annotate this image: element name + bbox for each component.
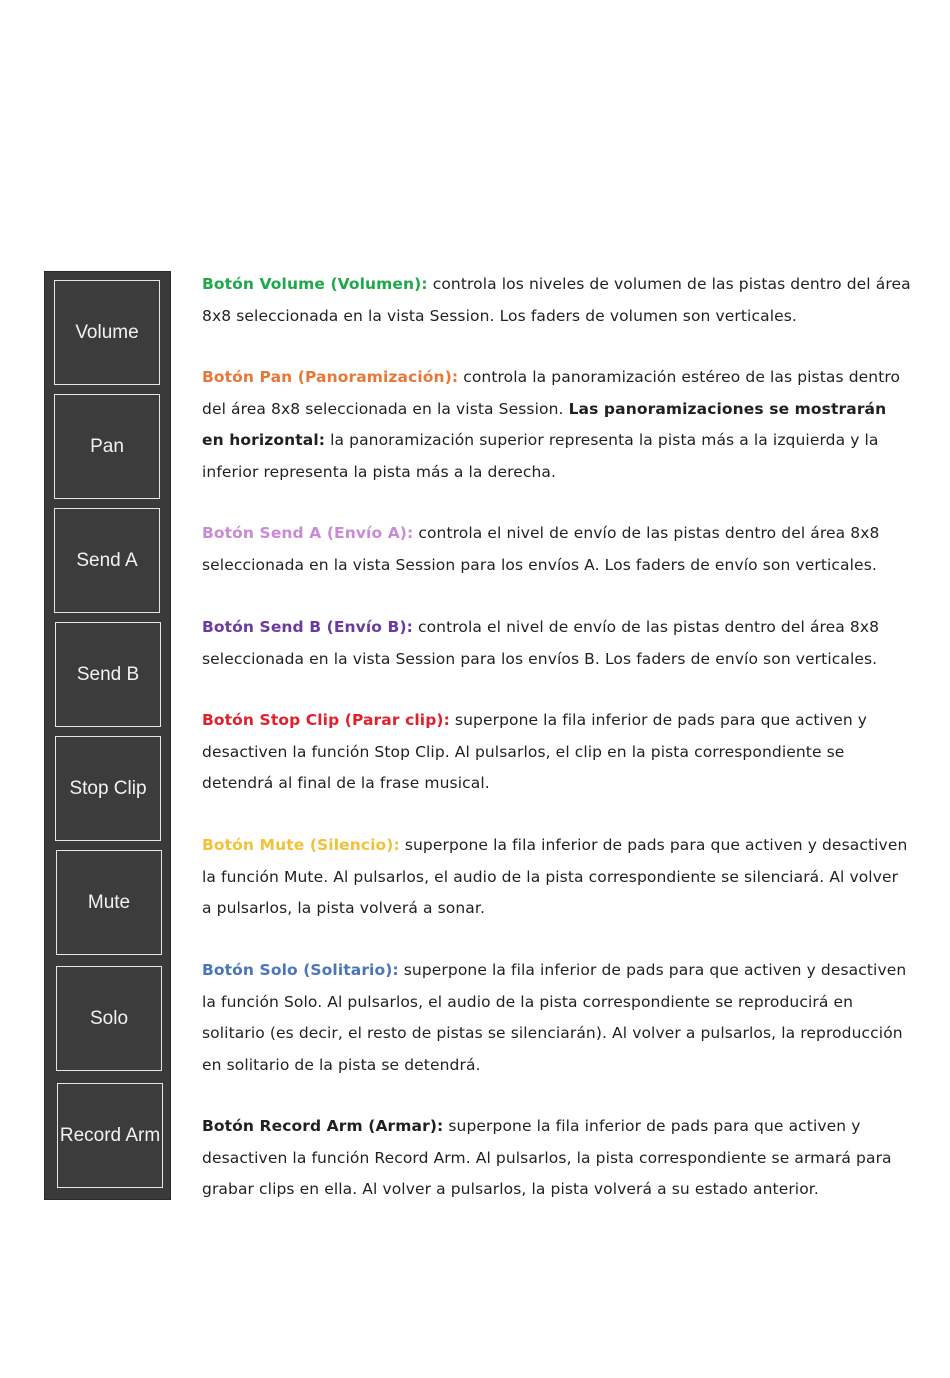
description-solo	[202, 955, 912, 1081]
description-pan	[202, 362, 912, 488]
description-mute	[202, 830, 912, 925]
description-title: Botón Send A (Envío A):	[202, 524, 414, 542]
description-text: superpone la fila inferior de pads para que activen y desactiven la función Solo. Al pulsarlos, el audio de la pista correspondiente se reproducirá en solitario (es decir, el resto de pistas se silenciarán). Al volver a pulsarlos, la reproducción en solitario de la pista se detendrá.	[202, 961, 907, 1074]
description-title: Botón Stop Clip (Parar clip):	[202, 711, 450, 729]
description-title: Botón Send B (Envío B):	[202, 618, 413, 636]
description-send-a	[202, 518, 912, 581]
record-arm-button[interactable]: Record Arm	[57, 1083, 163, 1188]
description-title: Botón Pan (Panoramización):	[202, 368, 459, 386]
description-emphasis: Las panoramizaciones se mostrarán en horizontal:	[202, 399, 887, 449]
description-text: superpone la fila inferior de pads para que activen y desactiven la función Record Arm. Al pulsarlos, la pista correspondiente se armará para grabar clips en ella. Al volver a pulsarlos, la pista volverá a su estado anterior.	[202, 1117, 892, 1198]
description-text: controla el nivel de envío de las pistas dentro del área 8x8 seleccionada en la vista Session para los envíos B. Los faders de envío son verticales.	[202, 618, 880, 668]
description-text: controla los niveles de volumen de las pistas dentro del área 8x8 seleccionada en la vista Session. Los faders de volumen son verticales.	[202, 275, 911, 325]
description-volume	[202, 269, 912, 332]
description-title: Botón Solo (Solitario):	[202, 961, 399, 979]
send-a-button[interactable]: Send A	[54, 508, 160, 613]
description-stop-clip	[202, 705, 912, 800]
mute-button[interactable]: Mute	[56, 850, 162, 955]
description-send-b	[202, 612, 912, 675]
description-text-after: la panoramización superior representa la pista más a la izquierda y la inferior representa la pista más a la derecha.	[202, 431, 879, 481]
description-text: controla la panoramización estéreo de las pistas dentro del área 8x8 seleccionada en la vista Session.	[202, 368, 901, 418]
description-text: controla el nivel de envío de las pistas dentro del área 8x8 seleccionada en la vista Session para los envíos A. Los faders de envío son verticales.	[202, 524, 880, 574]
description-title: Botón Mute (Silencio):	[202, 836, 400, 854]
description-title: Botón Record Arm (Armar):	[202, 1117, 444, 1135]
volume-button[interactable]: Volume	[54, 280, 160, 385]
description-text: superpone la fila inferior de pads para que activen y desactiven la función Mute. Al pulsarlos, el audio de la pista correspondiente se silenciará. Al volver a pulsarlos, la pista volverá a sonar.	[202, 836, 908, 917]
pan-button[interactable]: Pan	[54, 394, 160, 499]
description-title: Botón Volume (Volumen):	[202, 275, 428, 293]
description-text: superpone la fila inferior de pads para que activen y desactiven la función Stop Clip. Al pulsarlos, el clip en la pista correspondiente se detendrá al final de la frase musical.	[202, 711, 868, 792]
stop-clip-button[interactable]: Stop Clip	[55, 736, 161, 841]
solo-button[interactable]: Solo	[56, 966, 162, 1071]
button-column	[44, 271, 171, 1200]
send-b-button[interactable]: Send B	[55, 622, 161, 727]
description-record-arm	[202, 1111, 912, 1206]
